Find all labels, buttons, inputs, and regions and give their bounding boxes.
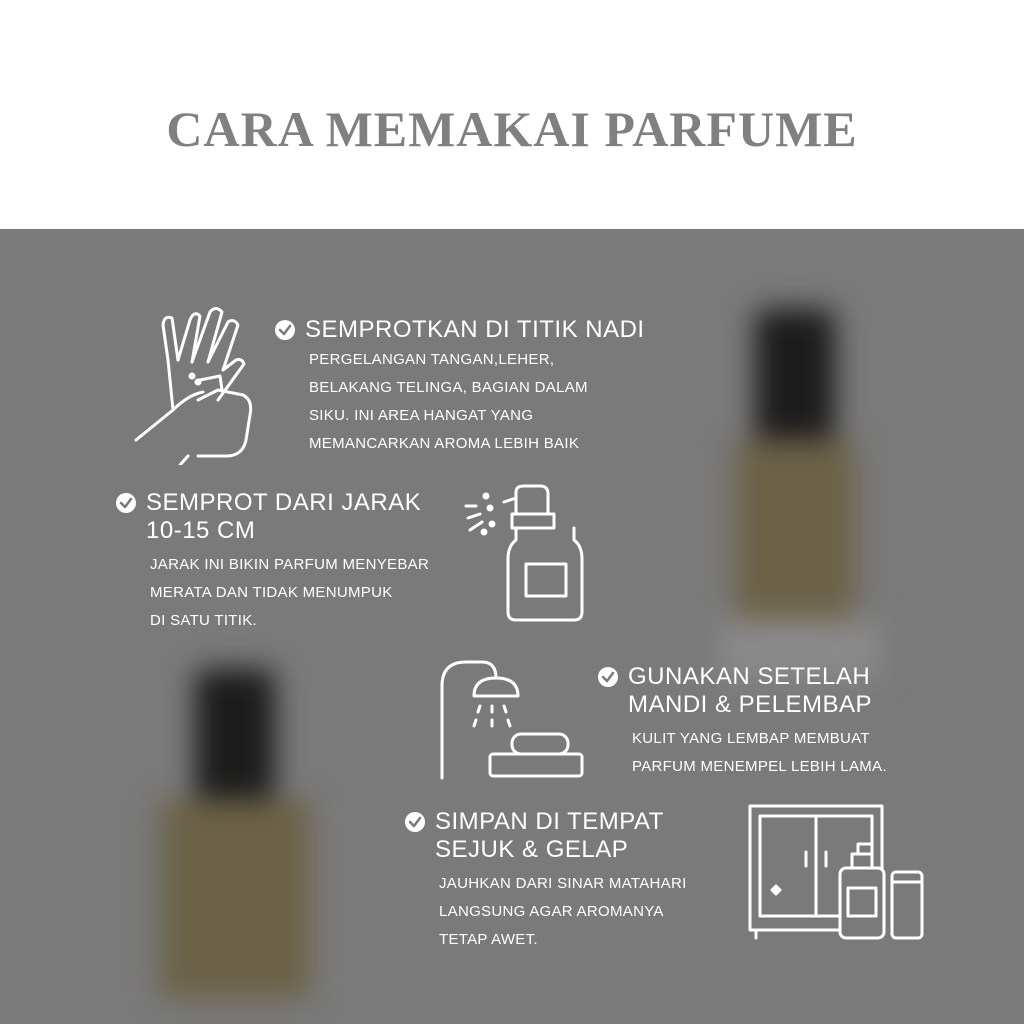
header <box>0 0 1024 229</box>
perfume-bottle-image-left <box>130 649 350 1024</box>
step-description: JARAK INI BIKIN PARFUM MENYEBAR MERATA DAN TIDAK MENUMPUK DI SATU TITIK. <box>150 556 430 629</box>
cabinet-icon <box>746 802 931 942</box>
page-title: CARA MEMAKAI PARFUME <box>166 101 858 157</box>
check-circle-icon <box>598 667 618 687</box>
step-4 <box>405 808 725 954</box>
step-description: KULIT YANG LEMBAP MEMBUAT PARFUM MENEMPEL LEBIH LAMA. <box>632 730 887 775</box>
perfume-bottle-image-right <box>700 289 900 709</box>
step-1 <box>275 316 695 458</box>
shower-icon <box>436 656 586 781</box>
step-3 <box>598 663 1018 781</box>
step-heading: SIMPAN DI TEMPAT SEJUK & GELAP <box>435 808 664 863</box>
step-description: JAUHKAN DARI SINAR MATAHARI LANGSUNG AGAR AROMANYA TETAP AWET. <box>439 875 687 948</box>
check-circle-icon <box>116 493 136 513</box>
step-heading: SEMPROTKAN DI TITIK NADI <box>305 316 645 343</box>
check-circle-icon <box>405 812 425 832</box>
step-2 <box>116 489 496 635</box>
step-heading: GUNAKAN SETELAH MANDI & PELEMBAP <box>628 663 873 718</box>
spray-bottle-icon <box>458 484 588 624</box>
hand-spray-icon <box>128 300 268 465</box>
step-heading: SEMPROT DARI JARAK 10-15 CM <box>146 489 422 544</box>
check-circle-icon <box>275 320 295 340</box>
step-description: PERGELANGAN TANGAN,LEHER, BELAKANG TELINGA, BAGIAN DALAM SIKU. INI AREA HANGAT YANG MEMANCARKAN AROMA LEBIH BAIK <box>309 351 588 452</box>
